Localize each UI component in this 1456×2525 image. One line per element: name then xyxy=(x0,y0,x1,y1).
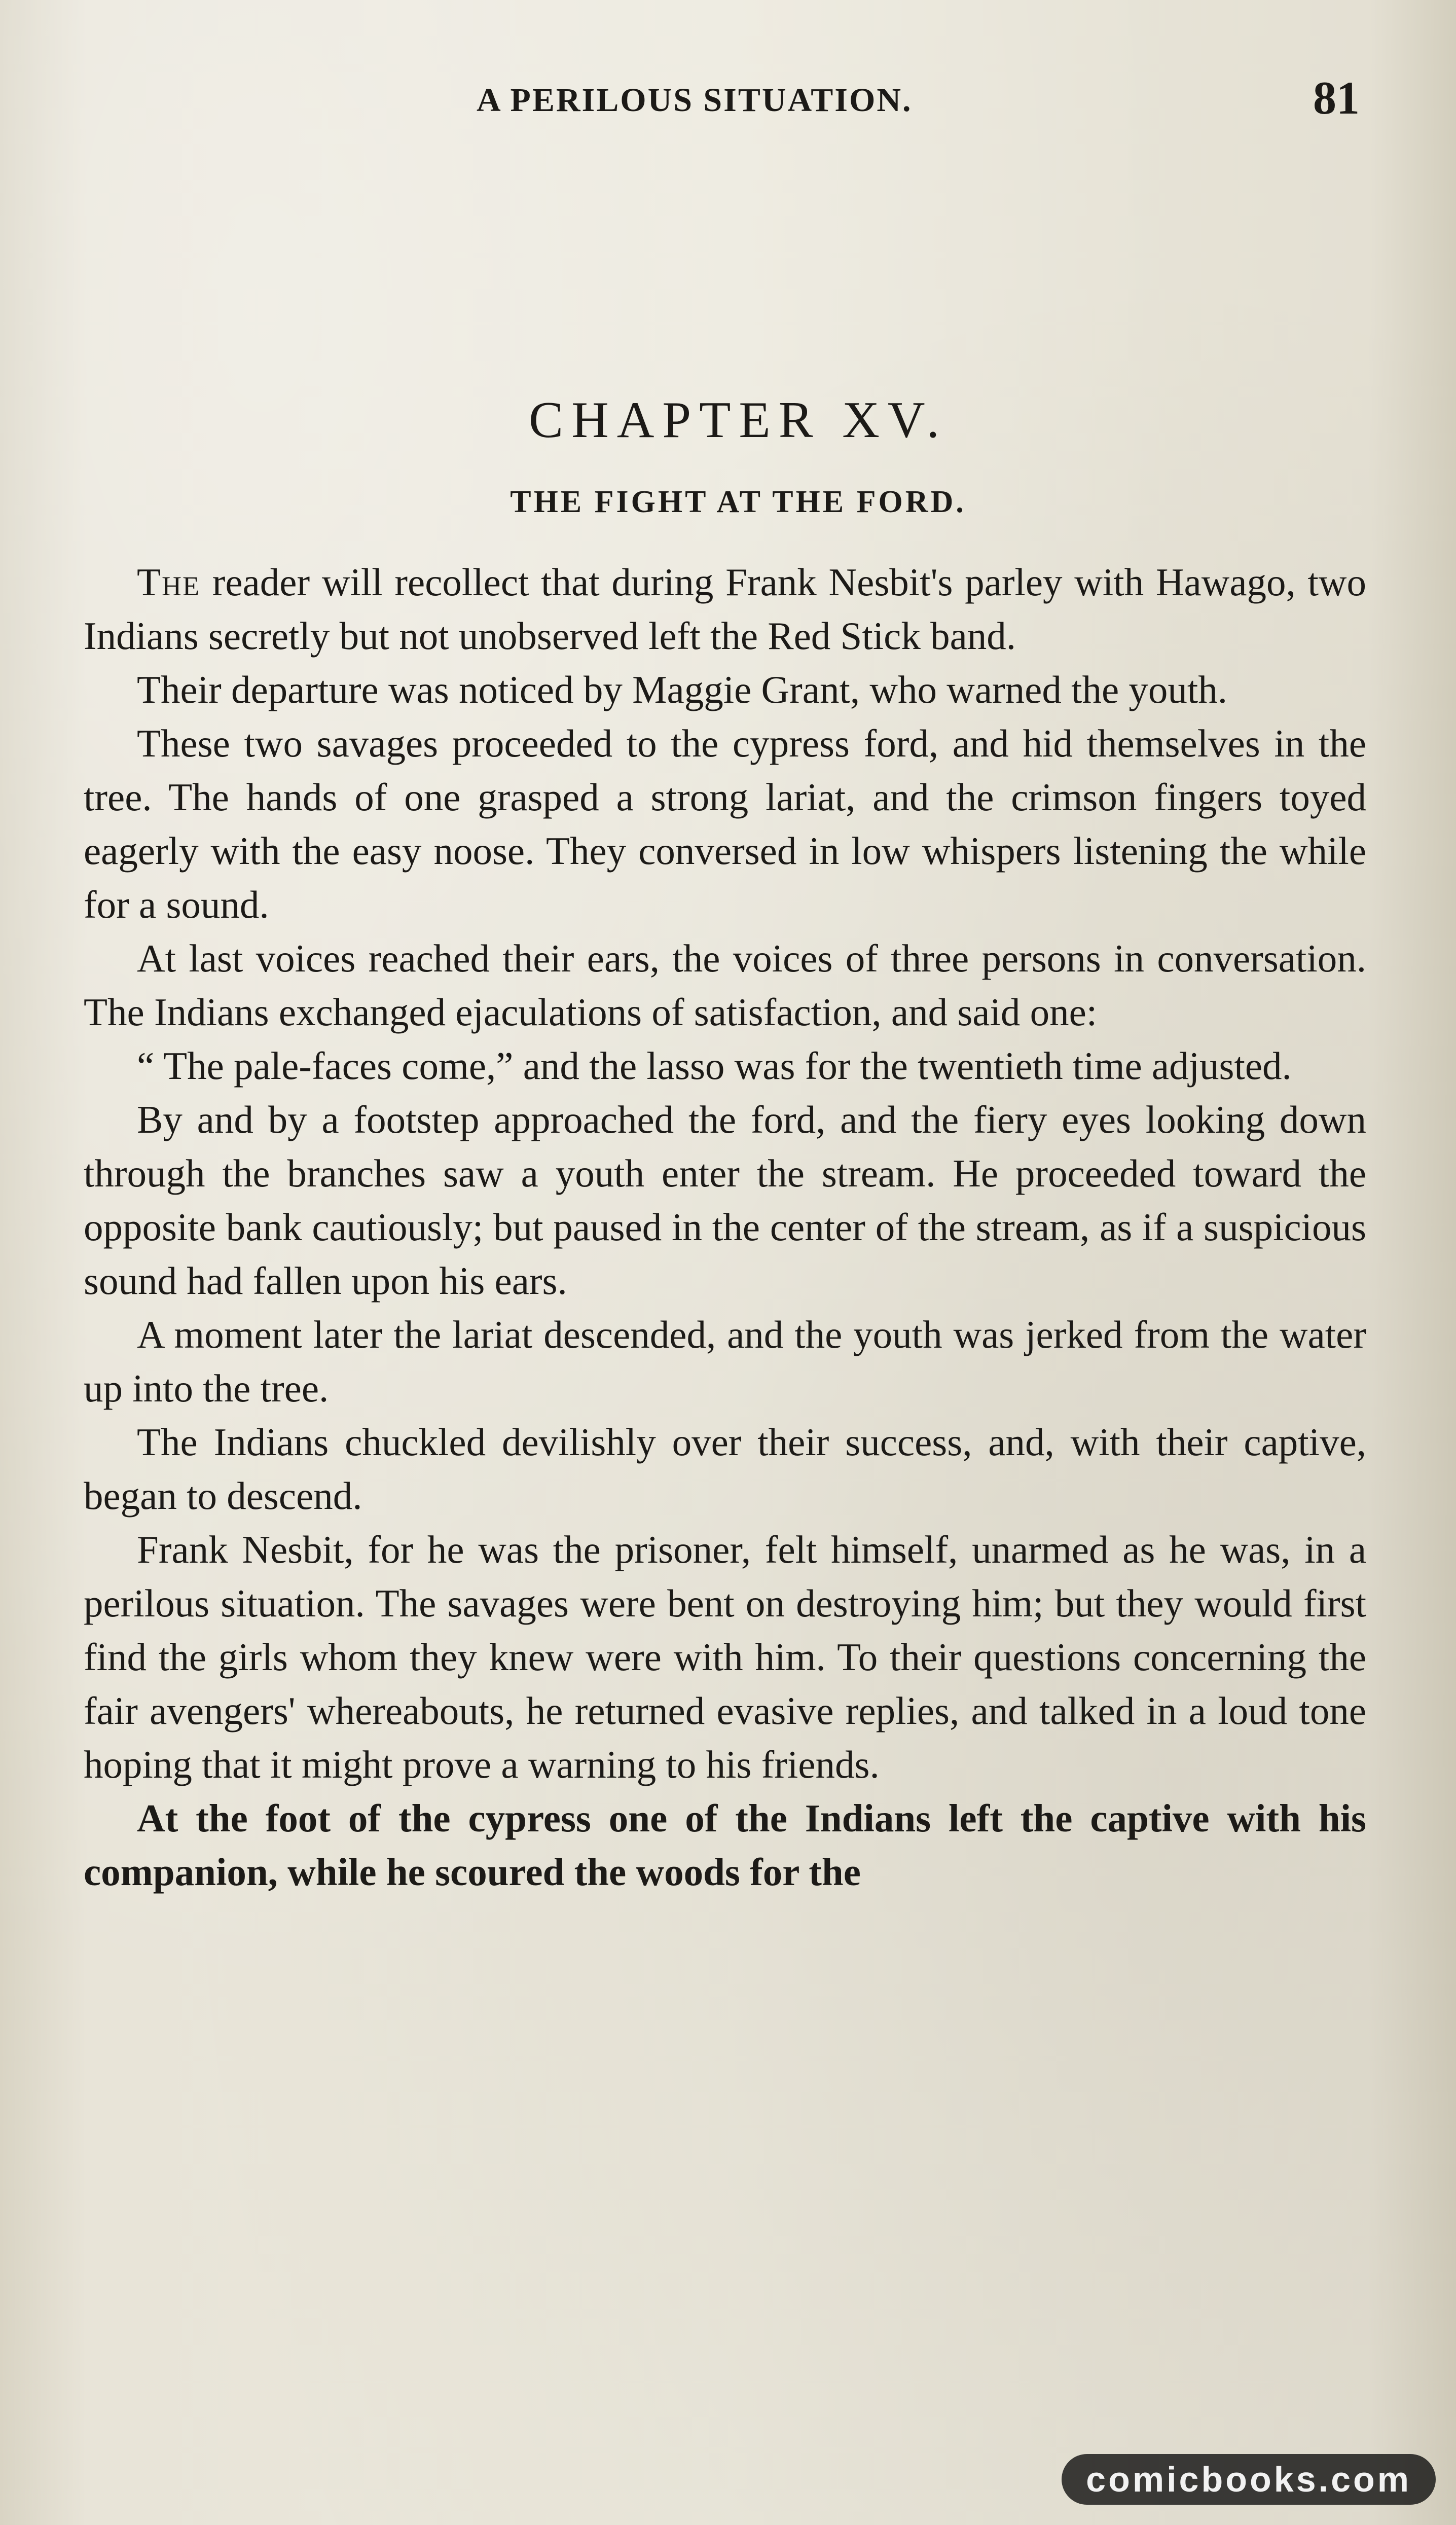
paragraph-6: By and by a footstep approached the ford, and the fiery eyes looking down through the branches saw a youth enter the stream. He proceeded toward the opposite bank cautiously; but paused in the center of the stream, as if a suspicious sound had fallen upon his ears. xyxy=(84,1098,1366,1303)
paragraph-3: These two savages proceeded to the cypress ford, and hid themselves in the tree. The hands of one grasped a strong lariat, and the crimson fingers toyed eagerly with the easy noose. They conversed in low whispers listening the while for a sound. xyxy=(84,722,1366,926)
paragraph-8: The Indians chuckled devilishly over their success, and, with their captive, began to descend. xyxy=(84,1420,1366,1518)
watermark-logo: comicbooks.com xyxy=(1062,2454,1436,2505)
paragraph-text: reader will recollect that during Frank Nesbit's parley with Hawago, two Indians secretly but not unobserved left the Red Stick band. xyxy=(84,560,1366,658)
chapter-heading: CHAPTER XV. xyxy=(529,391,948,449)
paragraph-7: A moment later the lariat descended, and the youth was jerked from the water up into the tree. xyxy=(84,1313,1366,1410)
running-title: A PERILOUS SITUATION. xyxy=(477,82,913,119)
paragraph-9: Frank Nesbit, for he was the prisoner, felt himself, unarmed as he was, in a perilous situation. The savages were bent on destroying him; but they would first find the girls whom they knew were with him. To their questions concerning the fair avengers' whereabouts, he returned evasive replies, and talked in a loud tone hoping that it might prove a warning to his friends. xyxy=(84,1528,1366,1786)
paragraph-1 xyxy=(84,555,1366,663)
paragraph-4: At last voices reached their ears, the voices of three persons in conversation. The Indians exchanged ejaculations of satisfaction, and said one: xyxy=(84,936,1366,1034)
paragraph-lead-word: The xyxy=(137,560,201,604)
paragraph-10: At the foot of the cypress one of the Indians left the captive with his companion, while he scoured the woods for the xyxy=(84,1796,1366,1894)
chapter-subtitle: THE FIGHT AT THE FORD. xyxy=(510,485,966,519)
paragraph-5: “ The pale-faces come,” and the lasso was for the twentieth time adjusted. xyxy=(137,1044,1292,1088)
paragraph-2: Their departure was noticed by Maggie Grant, who warned the youth. xyxy=(137,668,1228,711)
body-text xyxy=(84,555,1366,1899)
page-number: 81 xyxy=(1313,72,1360,124)
running-head xyxy=(0,71,1456,132)
